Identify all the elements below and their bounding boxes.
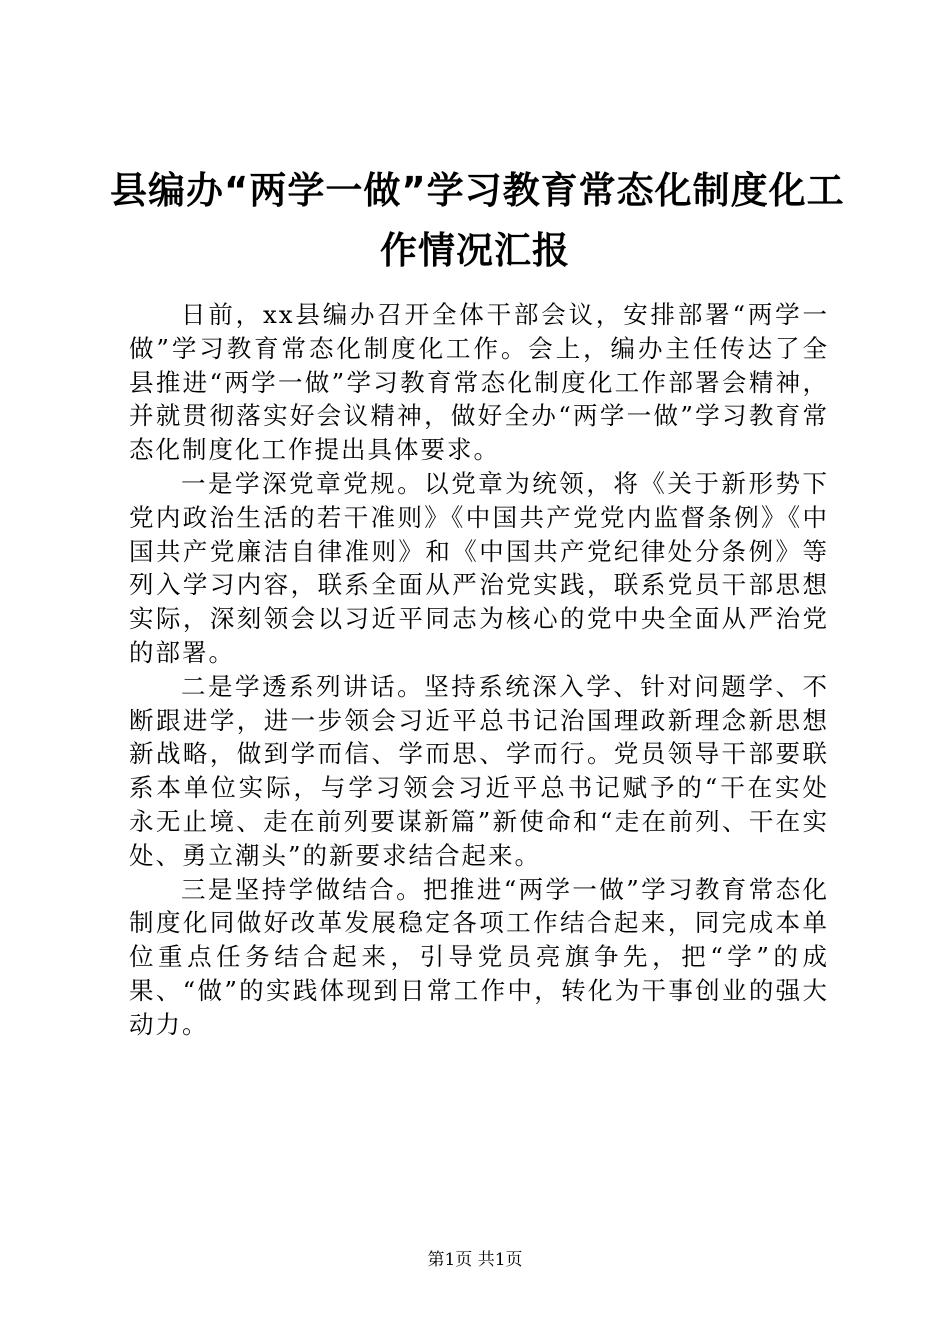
document-title-line-1: 县编办“两学一做”学习教育常态化制度化工 xyxy=(110,169,845,212)
paragraph-point-1: 一是学深党章党规。以党章为统领，将《关于新形势下党内政治生活的若干准则》《中国共产党党内监督条例》《中国共产党廉洁自律准则》和《中国共产党纪律处分条例》等列入学习内容，联系全面从严治党实践，联系党员干部思想实际，深刻领会以习近平同志为核心的党中央全面从严治党的部署。 xyxy=(129,468,829,667)
paragraph-point-3: 三是坚持学做结合。把推进“两学一做”学习教育常态化制度化同做好改革发展稳定各项工作结合起来，同完成本单位重点任务结合起来，引导党员亮旗争先，把“学”的成果、“做”的实践体现到日常工作中，转化为干事创业的强大动力。 xyxy=(129,874,829,1039)
document-title-line-2: 作情况汇报 xyxy=(380,229,570,272)
paragraph-point-2: 二是学透系列讲话。坚持系统深入学、针对问题学、不断跟进学，进一步领会习近平总书记治国理政新理念新思想新战略，做到学而信、学而思、学而行。党员领导干部要联系本单位实际，与学习领会习近平总书记赋予的“干在实处永无止境、走在前列要谋新篇”新使命和“走在前列、干在实处、勇立潮头”的新要求结合起来。 xyxy=(129,671,829,870)
paragraph-intro: 日前，xx县编办召开全体干部会议，安排部署“两学一做”学习教育常态化制度化工作。会上，编办主任传达了全县推进“两学一做”学习教育常态化制度化工作部署会精神，并就贯彻落实好会议精神，做好全办“两学一做”学习教育常态化制度化工作提出具体要求。 xyxy=(129,300,829,465)
document-body xyxy=(129,298,829,1042)
page-footer: 第1页 共1页 xyxy=(427,1250,523,1270)
